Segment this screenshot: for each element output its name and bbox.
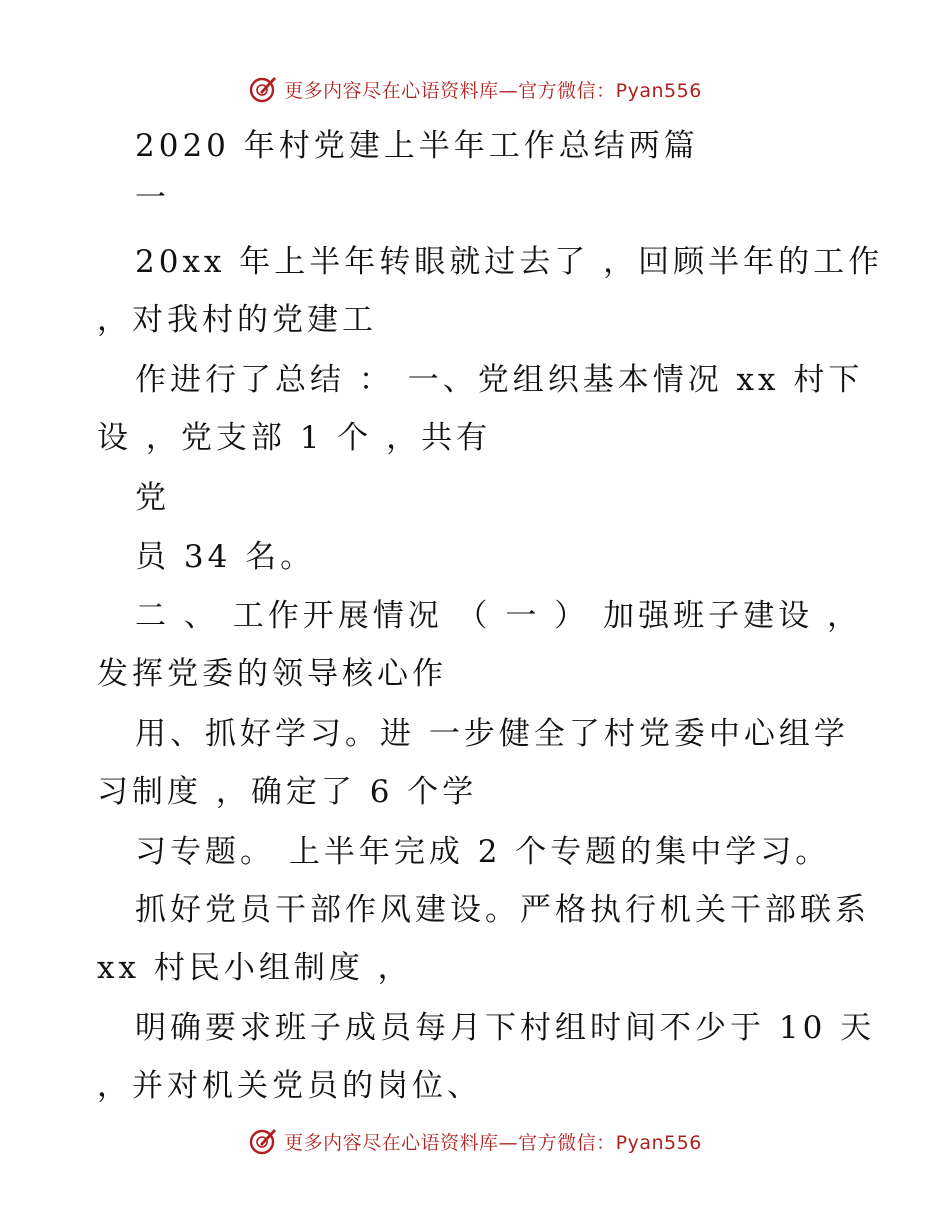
text-line: 20xx 年上半年转眼就过去了 ，回顾半年的工作 [135, 244, 884, 280]
text-line: 明确要求班子成员每月下村组时间不少于 10 天 [135, 1010, 876, 1046]
text-line: 设 ，党支部 1 个 ，共有 [97, 420, 492, 456]
footer-watermark [0, 1124, 950, 1158]
header-watermark [0, 72, 950, 106]
text-line: xx 村民小组制度 ， [97, 950, 413, 986]
watermark-text: 更多内容尽在心语资料库—官方微信：Pyan556 [284, 1131, 702, 1154]
text-line: 用、抓好学习。进 一步健全了村党委中心组学 [135, 716, 849, 752]
text-line: 习专题。 上半年完成 2 个专题的集中学习。 [135, 834, 831, 870]
text-line: 发挥党委的领导核心作 [97, 656, 447, 692]
text-line: 党 [135, 480, 170, 516]
text-line: 员 34 名。 [135, 539, 316, 575]
text-line: 习制度 ，确定了 6 个学 [97, 774, 478, 810]
document-title: 2020 年村党建上半年工作总结两篇 [135, 128, 699, 164]
text-line: 抓好党员干部作风建设。严格执行机关干部联系 [135, 892, 870, 928]
section-number: 一 [135, 180, 170, 216]
text-line: ，对我村的党建工 [97, 302, 377, 338]
pen-logo-icon [248, 74, 278, 104]
pen-logo-icon [248, 1126, 278, 1156]
text-line: ，并对机关党员的岗位、 [97, 1068, 482, 1104]
text-line: 作进行了总结 ： 一、党组织基本情况 xx 村下 [135, 362, 864, 398]
text-line: 二 、 工作开展情况 （ 一 ） 加强班子建设 ， [135, 598, 862, 634]
watermark-text: 更多内容尽在心语资料库—官方微信：Pyan556 [284, 79, 702, 102]
